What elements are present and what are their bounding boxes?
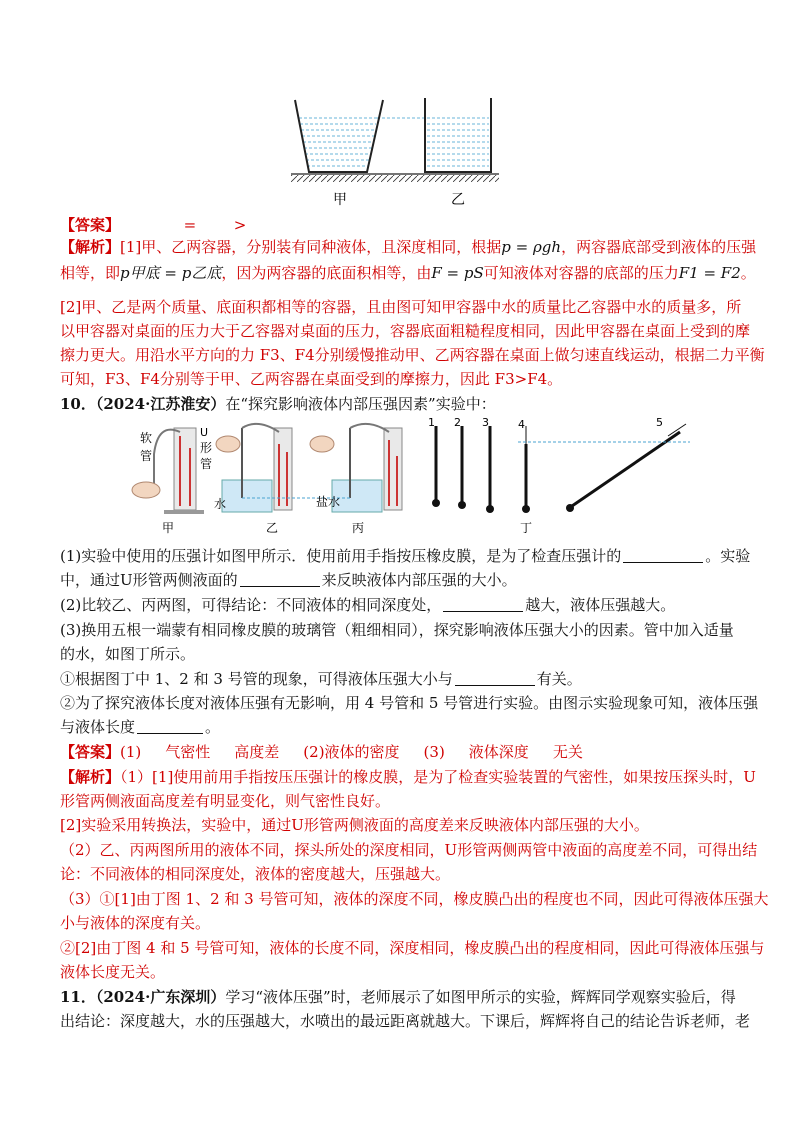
analysis9-line2 bbox=[60, 262, 756, 284]
answer-label: 【答案】 bbox=[60, 216, 121, 234]
q10-analysis-line2: 形管两侧液面高度差有明显变化，则气密性良好。 bbox=[60, 792, 391, 810]
answer-blank[interactable] bbox=[623, 547, 703, 563]
analysis-text: （1）[1]使用前用手指按压压强计的橡皮膜，是为了检查实验装置的气密性，如果按压探头时，U bbox=[120, 768, 756, 786]
tube-2-label: 2 bbox=[454, 416, 461, 429]
fig1-label-jia: 甲 bbox=[333, 192, 347, 208]
answer-text: (1) bbox=[120, 743, 142, 761]
q10-analysis-line3: [2]实验采用转换法，实验中，通过U形管两侧液面的高度差来反映液体内部压强的大小。 bbox=[60, 816, 649, 834]
q11-line2: 出结论：深度越大，水的压强越大，水喷出的最远距离就越大。下课后，辉辉将自己的结论告诉老师，老 bbox=[60, 1012, 751, 1030]
fig-yi-apparatus bbox=[216, 424, 292, 512]
formula-fps: F = pS bbox=[431, 264, 484, 282]
q10-analysis-line9: 液体长度无关。 bbox=[60, 963, 166, 981]
q10-answer bbox=[60, 741, 740, 763]
q10-title bbox=[60, 393, 740, 415]
tube-4-label: 4 bbox=[518, 418, 525, 431]
q10-text: 。 bbox=[205, 718, 221, 736]
answer-blank[interactable] bbox=[443, 596, 523, 612]
analysis9-line4: 以甲容器对桌面的压力大于乙容器对桌面的压力，容器底面粗糙程度相同，因此甲容器在桌面上受到的摩 bbox=[60, 322, 751, 340]
answer-text: 液体深度 bbox=[468, 743, 529, 761]
q10-analysis-line8: ②[2]由丁图 4 和 5 号管可知，液体的长度不同，深度相同，橡皮膜凸出的程度相同，因此可得液体压强与 bbox=[60, 939, 765, 957]
q10-part3-sub2-line2 bbox=[60, 716, 740, 738]
tube-5-label: 5 bbox=[656, 416, 663, 429]
q10-text: 来反映液体内部压强的大小。 bbox=[321, 571, 517, 589]
analysis-text: 相等，即 bbox=[60, 264, 121, 282]
analysis-text: 可知液体对容器的底部的压力 bbox=[483, 264, 679, 282]
pressure-experiment-figure bbox=[118, 414, 718, 536]
q10-text: (2)比较乙、丙两图，可得结论：不同液体的相同深度处， bbox=[60, 596, 442, 614]
q10-analysis-line4: （2）乙、丙两图所用的液体不同，探头所处的深度相同，U形管两侧两管中液面的高度差不同，可得出结 bbox=[60, 841, 758, 859]
q10-text: 有关。 bbox=[536, 670, 582, 688]
analysis-text: [1]甲、乙两容器，分别装有同种液体，且深度相同，根据 bbox=[120, 238, 502, 256]
answer-text: (2)液体的密度 bbox=[303, 743, 400, 761]
answer-eq: = bbox=[183, 216, 197, 234]
label-u: U bbox=[200, 426, 209, 439]
analysis-text: ，因为两容器的底面积相等，由 bbox=[221, 264, 432, 282]
analysis-label: 【解析】 bbox=[60, 768, 121, 786]
q11-text: 学习“液体压强”时，老师展示了如图甲所示的实验，辉辉同学观察实验后，得 bbox=[225, 988, 736, 1006]
formula-p-equal: p甲底 = p乙底 bbox=[120, 264, 222, 282]
label-yanshui: 盐水 bbox=[316, 495, 341, 509]
q10-text: (1)实验中使用的压强计如图甲所示．使用前用手指按压橡皮膜，是为了检查压强计的 bbox=[60, 547, 622, 565]
answer-gt: > bbox=[233, 216, 247, 234]
container-figure bbox=[285, 92, 505, 212]
fig-ding-tubes bbox=[432, 424, 690, 513]
label-ruan: 软 bbox=[140, 431, 153, 445]
answer-text: (3) bbox=[423, 743, 445, 761]
label-guan: 管 bbox=[140, 449, 153, 463]
analysis9-line5: 擦力更大。用沿水平方向的力 F3、F4分别缓慢推动甲、乙两容器在桌面上做匀速直线运动，根据二力平衡 bbox=[60, 346, 765, 364]
q10-part1-line2 bbox=[60, 569, 740, 591]
q10-stem: 在“探究影响液体内部压强因素”实验中： bbox=[225, 395, 496, 413]
analysis-text: 。 bbox=[740, 264, 756, 282]
q10-analysis-line1 bbox=[60, 766, 756, 788]
analysis9-line6: 可知，F3、F4分别等于甲、乙两容器在桌面受到的摩擦力，因此 F3>F4。 bbox=[60, 370, 563, 388]
label-ding: 丁 bbox=[520, 521, 533, 535]
answer-blank[interactable] bbox=[240, 571, 320, 587]
formula-pgh: p = ρgh bbox=[501, 238, 562, 256]
q10-text: 越大，液体压强越大。 bbox=[525, 596, 676, 614]
label-guan2: 管 bbox=[200, 457, 213, 471]
fig1-label-yi: 乙 bbox=[451, 192, 465, 208]
answer-text: 气密性 bbox=[165, 743, 211, 761]
q10-text: ①根据图丁中 1、2 和 3 号管的现象，可得液体压强大小与 bbox=[60, 670, 453, 688]
q10-text: 与液体长度 bbox=[60, 718, 136, 736]
q10-analysis-line7: 小与液体的深度有关。 bbox=[60, 914, 211, 932]
q10-analysis-line6: （3）①[1]由丁图 1、2 和 3 号管可知，液体的深度不同，橡皮膜凸出的程度也不同，因此可得液体压强大 bbox=[60, 890, 769, 908]
answer-text: 高度差 bbox=[234, 743, 280, 761]
q10-analysis-line5: 论：不同液体的相同深度处，液体的密度越大，压强越大。 bbox=[60, 865, 451, 883]
answer9-line bbox=[60, 214, 740, 236]
answer-label: 【答案】 bbox=[60, 743, 121, 761]
q10-text: 。实验 bbox=[705, 547, 751, 565]
q11-number: 11．（2024·广东深圳） bbox=[60, 988, 226, 1006]
answer-blank[interactable] bbox=[455, 670, 535, 686]
tube-1-label: 1 bbox=[428, 416, 435, 429]
q10-part3-sub1 bbox=[60, 668, 740, 690]
analysis-text: ，两容器底部受到液体的压强 bbox=[561, 238, 757, 256]
q10-part3-line2: 的水，如图丁所示。 bbox=[60, 645, 196, 663]
q10-text: 中，通过U形管两侧液面的 bbox=[60, 571, 238, 589]
answer-text: 无关 bbox=[552, 743, 583, 761]
tube-3-label: 3 bbox=[482, 416, 489, 429]
q10-part2 bbox=[60, 594, 740, 616]
label-shui: 水 bbox=[214, 497, 227, 511]
q11-line1 bbox=[60, 986, 740, 1008]
q10-part1-line1 bbox=[60, 545, 751, 567]
label-jia: 甲 bbox=[162, 521, 175, 535]
analysis-label: 【解析】 bbox=[60, 238, 121, 256]
q10-part3-sub2-line1: ②为了探究液体长度对液体压强有无影响，用 4 号管和 5 号管进行实验。由图示实验现象可知，液体压强 bbox=[60, 694, 759, 712]
label-yi: 乙 bbox=[266, 521, 279, 535]
q10-part3-line1: (3)换用五根一端蒙有相同橡皮膜的玻璃管（粗细相同），探究影响液体压强大小的因素。管中加入适量 bbox=[60, 621, 734, 639]
answer-blank[interactable] bbox=[137, 718, 203, 734]
label-xing: 形 bbox=[200, 441, 213, 455]
analysis9-line3: [2]甲、乙是两个质量、底面积都相等的容器，且由图可知甲容器中水的质量比乙容器中水的质量多，所 bbox=[60, 298, 742, 316]
label-bing: 丙 bbox=[352, 521, 365, 535]
analysis9-line1 bbox=[60, 236, 757, 258]
q10-number: 10．（2024·江苏淮安） bbox=[60, 395, 226, 413]
formula-f1f2: F1 = F2 bbox=[678, 264, 741, 282]
